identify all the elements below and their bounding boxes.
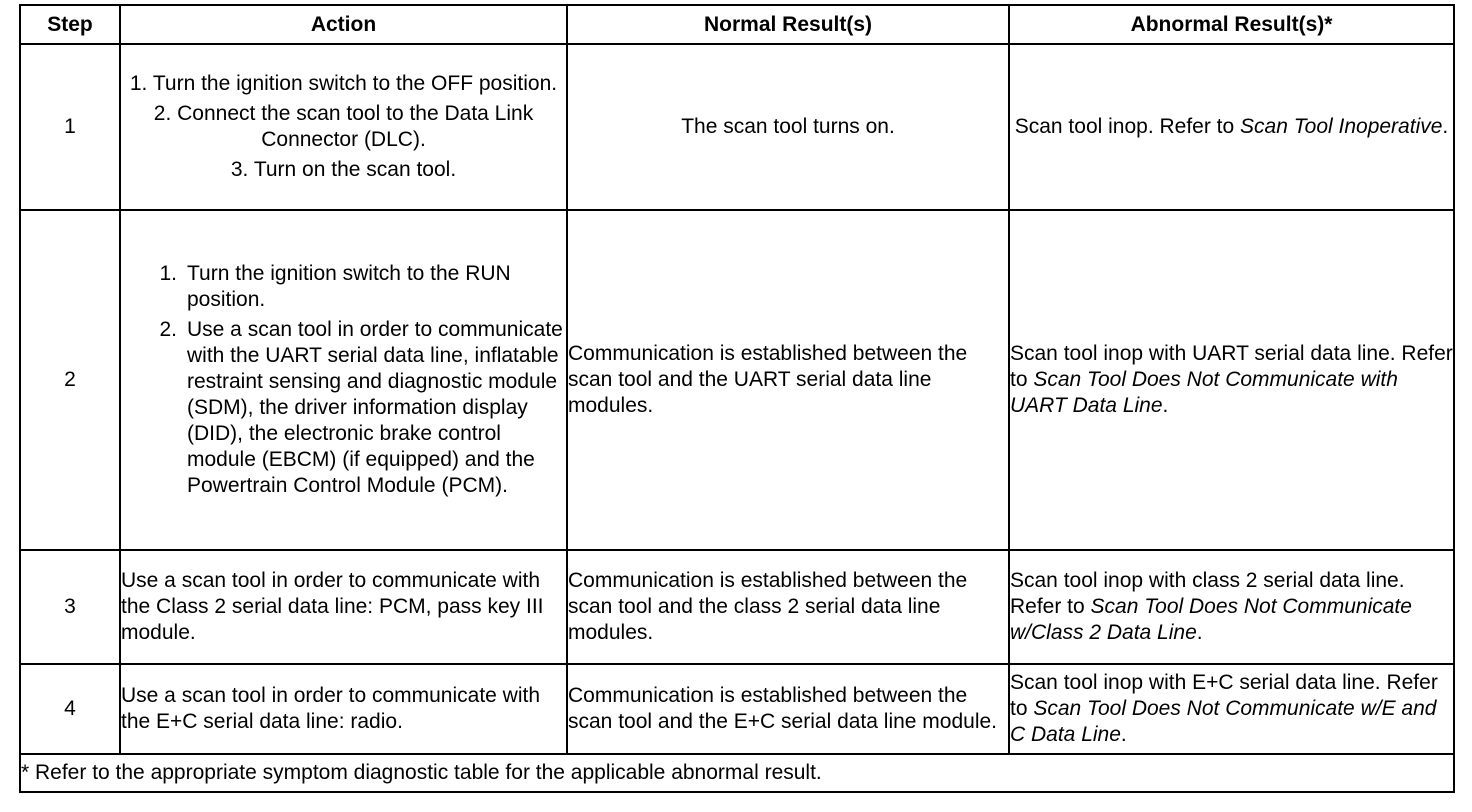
- action-step: [121, 71, 566, 97]
- action-step: [121, 317, 566, 499]
- table-row: [20, 210, 1454, 550]
- abnormal-reference: Scan Tool Does Not Communicate w/Class 2 Data Line: [1010, 595, 1412, 644]
- abnormal-end: .: [1196, 621, 1203, 644]
- abnormal-text: Scan tool inop with class 2 serial data line. Refer to: [1010, 569, 1405, 618]
- action-text: Use a scan tool in order to communicate with the E+C serial data line: radio.: [120, 664, 567, 754]
- step-num: 2.: [159, 318, 177, 341]
- normal-result: Communication is established between the scan tool and the UART serial data line modules.: [567, 210, 1009, 550]
- action-cell: [120, 44, 567, 210]
- table-row: [20, 550, 1454, 664]
- abnormal-reference: Scan Tool Does Not Communicate with UART Data Line: [1010, 368, 1398, 417]
- table-row: [20, 44, 1454, 210]
- abnormal-reference: Scan Tool Inoperative: [1240, 115, 1443, 138]
- header-step: Step: [20, 5, 120, 44]
- abnormal-result: [1009, 44, 1454, 210]
- step-text: Turn the ignition switch to the RUN position.: [187, 262, 511, 311]
- header-row: [20, 5, 1454, 44]
- abnormal-result: [1009, 550, 1454, 664]
- action-steps: [121, 71, 566, 183]
- abnormal-text: Scan tool inop. Refer to: [1014, 115, 1241, 138]
- abnormal-end: .: [1442, 115, 1449, 138]
- abnormal-text: Scan tool inop with UART serial data line. Refer to: [1010, 342, 1453, 391]
- table-row: [20, 664, 1454, 754]
- action-step: [121, 101, 566, 153]
- step-text: Turn on the scan tool.: [253, 158, 457, 181]
- diagnostic-table: [19, 4, 1455, 793]
- header-abnormal-results: Abnormal Result(s)*: [1009, 5, 1454, 44]
- step-num: 1.: [129, 72, 148, 95]
- abnormal-reference: Scan Tool Does Not Communicate w/E and C Data Line: [1010, 697, 1437, 746]
- step-text: Use a scan tool in order to communicate with the UART serial data line, inflatable restraint sensing and diagnostic module (SDM), the driver information display (DID), the electronic brake control module (EBCM) (if equipped) and the Powertrain Control Module (PCM).: [187, 318, 563, 497]
- footnote: * Refer to the appropriate symptom diagnostic table for the applicable abnormal result.: [20, 754, 1454, 792]
- normal-result: The scan tool turns on.: [567, 44, 1009, 210]
- step-number: 4: [20, 664, 120, 754]
- header-normal-results: Normal Result(s): [567, 5, 1009, 44]
- step-number: 2: [20, 210, 120, 550]
- normal-result: Communication is established between the scan tool and the E+C serial data line module.: [567, 664, 1009, 754]
- step-num: 3.: [230, 158, 249, 181]
- abnormal-result: [1009, 210, 1454, 550]
- step-number: 1: [20, 44, 120, 210]
- normal-result: Communication is established between the scan tool and the class 2 serial data line modules.: [567, 550, 1009, 664]
- abnormal-result: [1009, 664, 1454, 754]
- step-number: 3: [20, 550, 120, 664]
- abnormal-text: Scan tool inop with E+C serial data line. Refer to: [1010, 671, 1438, 720]
- action-step: [121, 157, 566, 183]
- step-text: Connect the scan tool to the Data Link Connector (DLC).: [177, 102, 534, 151]
- header-action: Action: [120, 5, 567, 44]
- abnormal-end: .: [1120, 723, 1127, 746]
- abnormal-end: .: [1162, 394, 1169, 417]
- action-steps: [121, 261, 566, 499]
- step-num: 1.: [159, 262, 177, 285]
- step-text: Turn the ignition switch to the OFF position.: [152, 72, 558, 95]
- action-cell: [120, 210, 567, 550]
- footnote-row: [20, 754, 1454, 792]
- action-text: Use a scan tool in order to communicate with the Class 2 serial data line: PCM, pass key III module.: [120, 550, 567, 664]
- step-num: 2.: [153, 102, 172, 125]
- action-step: [121, 261, 566, 313]
